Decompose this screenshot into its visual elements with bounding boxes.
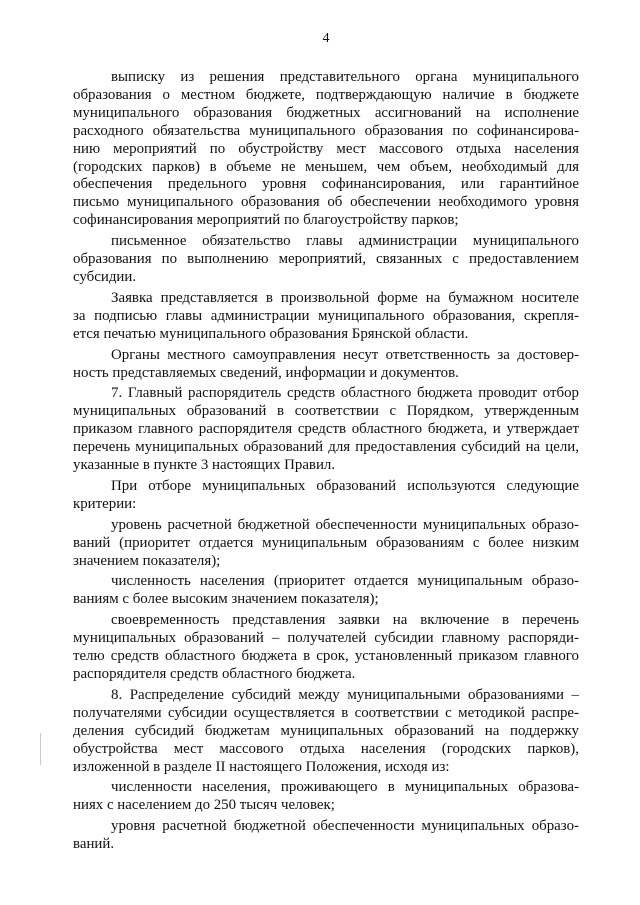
paragraph-p10	[73, 687, 579, 777]
text-line: Заявка представляется в произвольной форме на бумажном носителе	[111, 289, 579, 306]
text-line: перечень муниципальных образований для предоставления субсидий на цели,	[73, 439, 579, 456]
text-line: за подписью главы администрации муниципального образования, скрепля-	[73, 307, 579, 324]
text-line: обеспечения предельного уровня софинансирования, или гарантийное	[73, 176, 579, 193]
text-line: 8. Распределение субсидий между муниципальными образованиями –	[111, 686, 579, 703]
page-number: 4	[322, 31, 330, 46]
paragraph-p12	[73, 818, 579, 854]
paragraph-p1	[73, 69, 579, 230]
text-line: муниципальных образований – получателей субсидии главному распоряди-	[73, 630, 579, 647]
text-line: численности населения, проживающего в муниципальных образова-	[111, 779, 579, 796]
paragraph-p7	[73, 517, 579, 571]
paragraph-p2	[73, 233, 579, 287]
text-line: ется печатью муниципального образования Брянской области.	[73, 325, 469, 342]
text-line: письмо муниципального образования об обеспечении необходимого уровня	[73, 194, 579, 211]
text-line: муниципальных образований в соответствии с Порядком, утвержденным	[73, 403, 579, 420]
text-line: ваний (приоритет отдается муниципальным образованиям с более низким	[73, 534, 579, 551]
text-line: 7. Главный распорядитель средств областного бюджета проводит отбор	[111, 385, 579, 402]
text-line: указанные в пункте 3 настоящих Правил.	[73, 457, 336, 474]
text-line: деления субсидий бюджетам муниципальных образований на поддержку	[73, 722, 579, 739]
text-line: телю средств областного бюджета в срок, установленный приказом главного	[73, 648, 579, 665]
text-line: При отборе муниципальных образований используются следующие	[111, 477, 579, 494]
text-line: приказом главного распорядителя средств областного бюджета, и утверждает	[73, 421, 579, 438]
paragraph-p9	[73, 612, 579, 684]
text-line: обустройства мест массового отдыха населения (городских парков),	[73, 740, 579, 757]
text-line: изложенной в разделе II настоящего Положения, исходя из:	[73, 758, 450, 775]
paragraph-p4	[73, 347, 579, 383]
text-line: нию мероприятий по обустройству мест массового отдыха населения	[73, 140, 579, 157]
text-line: расходного обязательства муниципального образования по софинансирова-	[73, 122, 579, 139]
margin-mark	[40, 733, 41, 765]
paragraph-p8	[73, 573, 579, 609]
text-line: своевременность представления заявки на включение в перечень	[111, 612, 579, 629]
text-line: численность населения (приоритет отдается муниципальным образо-	[111, 573, 579, 590]
paragraph-p5	[73, 385, 579, 475]
text-line: образования о местном бюджете, подтверждающую наличие в бюджете	[73, 86, 579, 103]
paragraph-p3	[73, 290, 579, 344]
paragraph-p6	[73, 478, 579, 514]
text-line: уровень расчетной бюджетной обеспеченности муниципальных образо-	[111, 516, 579, 533]
text-line: значением показателя);	[73, 552, 221, 569]
text-line: выписку из решения представительного органа муниципального	[111, 69, 579, 85]
text-line: критерии:	[73, 495, 137, 512]
text-line: получателями субсидии осуществляется в соответствии с методикой распре-	[73, 704, 579, 721]
text-line: ность представляемых сведений, информации и документов.	[73, 364, 459, 381]
text-line: субсидии.	[73, 268, 137, 285]
text-line: уровня расчетной бюджетной обеспеченности муниципальных образо-	[111, 818, 579, 835]
text-line: ниях с населением до 250 тысяч человек;	[73, 797, 335, 814]
text-line: муниципального образования бюджетных ассигнований на исполнение	[73, 104, 579, 121]
paragraph-p11	[73, 779, 579, 815]
text-line: Органы местного самоуправления несут ответственность за достовер-	[111, 346, 579, 363]
text-line: (городских парков) в объеме не меньшем, чем объем, необходимый для	[73, 158, 579, 175]
text-line: распорядителя средств областного бюджета.	[73, 666, 356, 682]
text-line: ваниям с более высоким значением показателя);	[73, 591, 379, 608]
text-line: ваний.	[73, 836, 115, 853]
document-body	[73, 69, 579, 854]
text-line: софинансирования мероприятий по благоустройству парков;	[73, 212, 459, 229]
text-line: образования по выполнению мероприятий, связанных с предоставлением	[73, 251, 579, 268]
text-line: письменное обязательство главы администрации муниципального	[111, 233, 579, 250]
